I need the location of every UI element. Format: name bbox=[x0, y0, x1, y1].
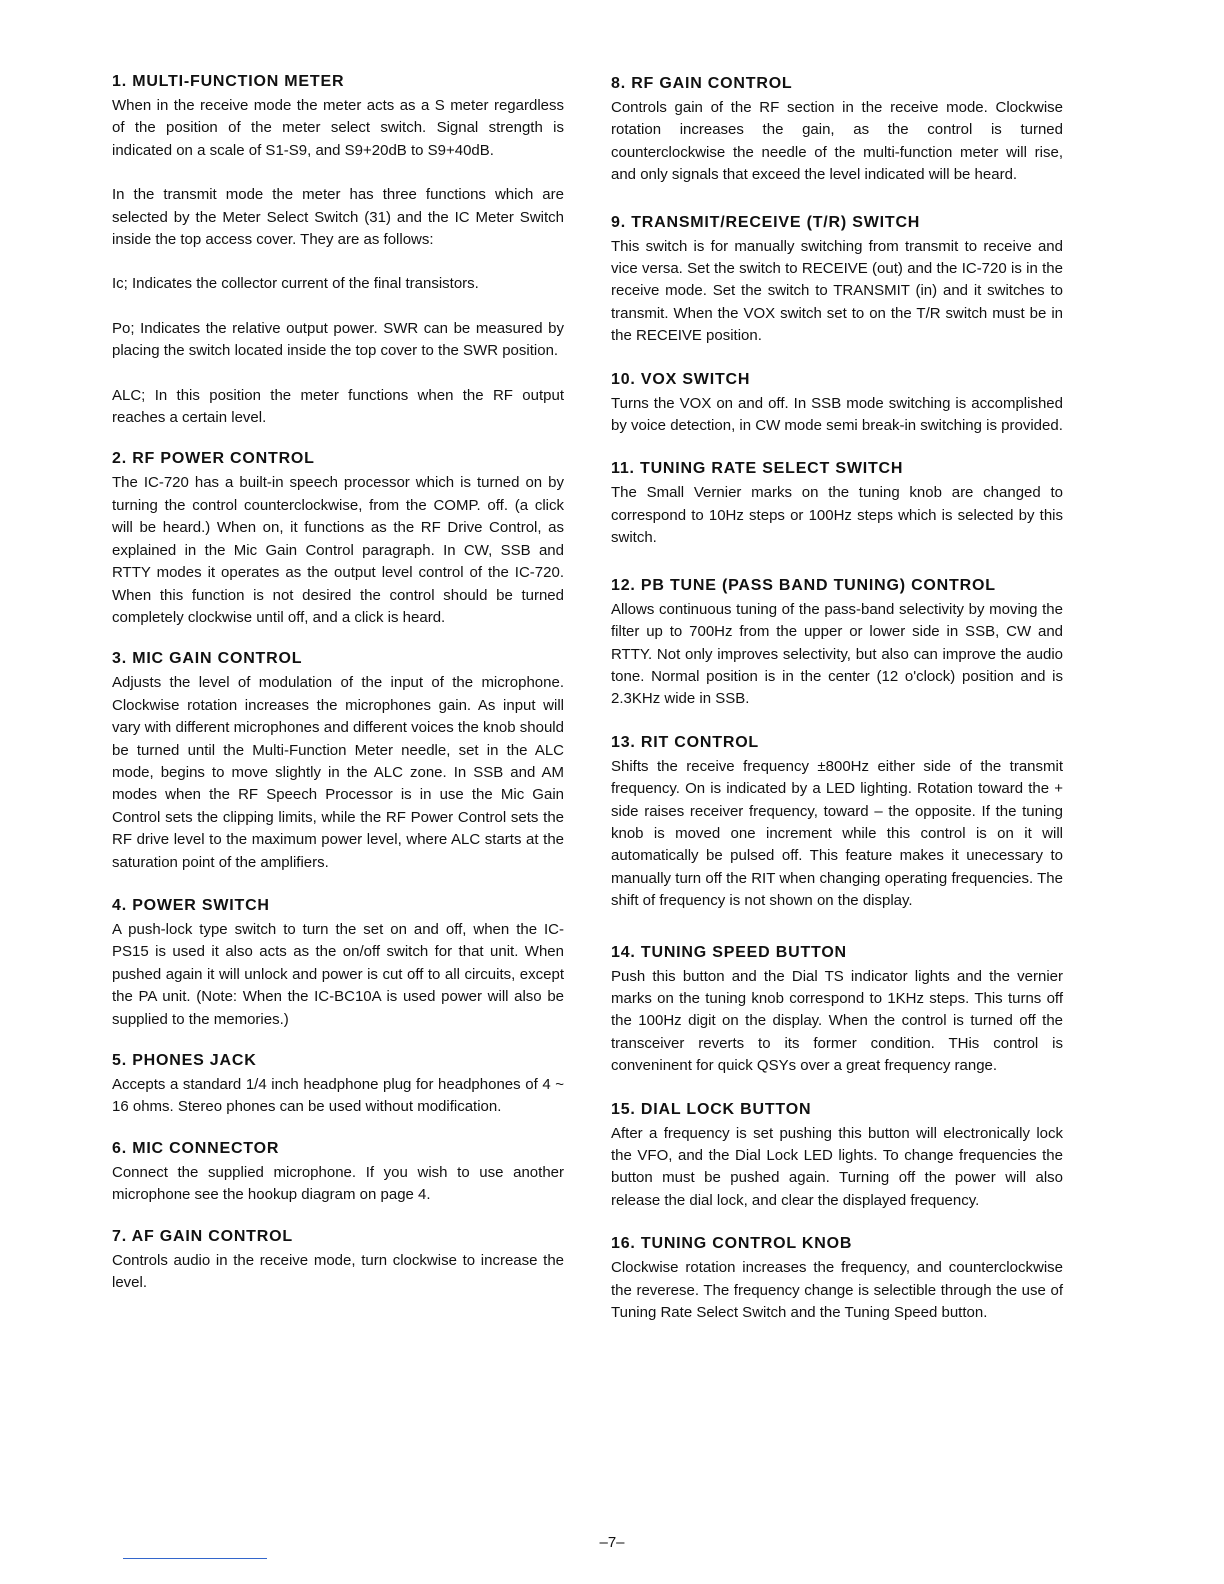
paragraph: In the transmit mode the meter has three functions which are selected by the Meter Select Switch (31) and the IC Meter Switch inside the top access cover. They are as follows: bbox=[112, 186, 564, 249]
left-column bbox=[112, 70, 564, 1294]
paragraph: Adjusts the level of modulation of the input of the microphone. Clockwise rotation increases the microphones gain. As input will vary with different microphones and different voices the knob should be turned until the Multi-Function Meter needle, set in the ALC mode, begins to move slightly in the ALC zone. In SSB and AM modes when the RF Speech Processor is in use the Mic Gain Control sets the clipping limits, while the RF Power Control sets the RF drive level to the maximum power level, where ALC starts at the saturation point of the amplifiers. bbox=[112, 674, 564, 871]
paragraph: This switch is for manually switching from transmit to receive and vice versa. Set the switch to RECEIVE (out) and the IC-720 is in the receive mode. Set the switch to TRANSMIT (in) and it switches to transmit. When the VOX switch set to on the T/R switch must be in the RECEIVE position. bbox=[611, 237, 1063, 345]
paragraph: Ic; Indicates the collector current of the final transistors. bbox=[112, 275, 479, 293]
section-multi-function-meter bbox=[112, 72, 564, 429]
paragraph: Clockwise rotation increases the frequency, and counterclockwise the reverese. The frequency change is selectible through the use of Tuning Rate Select Switch and the Tuning Speed button. bbox=[611, 1259, 1063, 1322]
section-mic-gain-control bbox=[112, 649, 564, 874]
section-title: 4. POWER SWITCH bbox=[112, 896, 270, 914]
paragraph: Allows continuous tuning of the pass-band selectivity by moving the filter up to 700Hz from the upper or lower side in SSB, CW and RTTY. Not only improves selectivity, but also can improve the audio tone. Normal position is in the center (12 o'clock) position and is 2.3KHz wide in SSB. bbox=[611, 600, 1063, 708]
section-tuning-rate-select-switch bbox=[611, 459, 1063, 549]
section-rf-gain-control bbox=[611, 74, 1063, 187]
paragraph: Controls gain of the RF section in the receive mode. Clockwise rotation increases the gain, as the control is turned counterclockwise the needle of the multi-function meter will rise, and only signals that exceed the level indicated will be heard. bbox=[611, 99, 1063, 184]
paragraph: Shifts the receive frequency ±800Hz either side of the transmit frequency. On is indicated by a LED lighting. Rotation toward the + side raises receiver frequency, toward – the opposite. If the tuning knob is moved one increment while this control is on it will automatically be pulsed off. This feature makes it unecessary to manually turn off the RIT when changing operating frequencies. The shift of frequency is not shown on the display. bbox=[611, 757, 1063, 910]
section-title: 15. DIAL LOCK BUTTON bbox=[611, 1100, 812, 1118]
paragraph: Connect the supplied microphone. If you wish to use another microphone see the hookup diagram on page 4. bbox=[112, 1163, 564, 1204]
paragraph: Turns the VOX on and off. In SSB mode switching is accomplished by voice detection, in CW mode semi break-in switching is provided. bbox=[611, 394, 1063, 435]
section-title: 1. MULTI-FUNCTION METER bbox=[112, 73, 345, 90]
paragraph: The Small Vernier marks on the tuning knob are changed to correspond to 10Hz steps or 100Hz steps which is selected by this switch. bbox=[611, 484, 1063, 547]
section-rf-power-control bbox=[112, 449, 564, 629]
right-column bbox=[611, 70, 1063, 1324]
section-tuning-control-knob bbox=[611, 1234, 1063, 1324]
section-title: 10. VOX SWITCH bbox=[611, 370, 751, 388]
section-title: 5. PHONES JACK bbox=[112, 1052, 257, 1069]
section-title: 6. MIC CONNECTOR bbox=[112, 1139, 280, 1157]
section-title: 9. TRANSMIT/RECEIVE (T/R) SWITCH bbox=[611, 213, 921, 231]
section-rit-control bbox=[611, 733, 1063, 913]
paragraph: ALC; In this position the meter functions when the RF output reaches a certain level. bbox=[112, 386, 564, 427]
section-title: 14. TUNING SPEED BUTTON bbox=[611, 943, 847, 961]
section-title: 8. RF GAIN CONTROL bbox=[611, 75, 793, 92]
section-title: 2. RF POWER CONTROL bbox=[112, 450, 315, 468]
section-title: 3. MIC GAIN CONTROL bbox=[112, 650, 303, 668]
paragraph: Controls audio in the receive mode, turn clockwise to increase the level. bbox=[112, 1251, 564, 1292]
section-mic-connector bbox=[112, 1139, 564, 1207]
section-dial-lock-button bbox=[611, 1100, 1063, 1213]
section-pb-tune-control bbox=[611, 576, 1063, 711]
section-af-gain-control bbox=[112, 1227, 564, 1295]
paragraph: After a frequency is set pushing this button will electronically lock the VFO, and the Dial Lock LED lights. To change frequencies the button must be pushed again. Turning off the power will also release the dial lock, and clear the displayed frequency. bbox=[611, 1124, 1063, 1209]
section-title: 11. TUNING RATE SELECT SWITCH bbox=[611, 460, 904, 478]
section-power-switch bbox=[112, 896, 564, 1031]
footer-rule bbox=[123, 1558, 267, 1559]
section-phones-jack bbox=[112, 1051, 564, 1119]
section-transmit-receive-switch bbox=[611, 213, 1063, 348]
paragraph: Po; Indicates the relative output power. SWR can be measured by placing the switch located inside the top cover to the SWR position. bbox=[112, 319, 564, 360]
paragraph: When in the receive mode the meter acts as a S meter regardless of the position of the meter select switch. Signal strength is indicated on a scale of S1-S9, and S9+20dB to S9+40dB. bbox=[112, 97, 564, 159]
paragraph: A push-lock type switch to turn the set on and off, when the IC-PS15 is used it also acts as the on/off switch for that unit. When pushed again it will unlock and power is cut off to all circuits, except the PA unit. (Note: When the IC-BC10A is used power will also be supplied to the memories.) bbox=[112, 920, 564, 1028]
section-title: 16. TUNING CONTROL KNOB bbox=[611, 1235, 853, 1253]
page-number: –7– bbox=[599, 1534, 625, 1551]
section-vox-switch bbox=[611, 370, 1063, 438]
section-tuning-speed-button bbox=[611, 943, 1063, 1078]
paragraph: Accepts a standard 1/4 inch headphone plug for headphones of 4 ~ 16 ohms. Stereo phones can be used without modification. bbox=[112, 1076, 564, 1116]
paragraph: Push this button and the Dial TS indicator lights and the vernier marks on the tuning knob correspond to 1KHz steps. This turns off the 100Hz digit on the display. When the control is turned off the transceiver reverts to its former condition. THis control is conveninent for quick QSYs over a great frequency range. bbox=[611, 967, 1063, 1075]
section-title: 12. PB TUNE (PASS BAND TUNING) CONTROL bbox=[611, 576, 996, 594]
section-title: 7. AF GAIN CONTROL bbox=[112, 1227, 293, 1245]
section-title: 13. RIT CONTROL bbox=[611, 733, 760, 751]
paragraph: The IC-720 has a built-in speech processor which is turned on by turning the control counterclockwise, from the COMP. off. (a click will be heard.) When on, it functions as the RF Drive Control, as explained in the Mic Gain Control paragraph. In CW, SSB and RTTY modes it operates as the output level control of the IC-720. When this function is not desired the control should be turned completely clockwise until off, and a click is heard. bbox=[112, 474, 564, 626]
